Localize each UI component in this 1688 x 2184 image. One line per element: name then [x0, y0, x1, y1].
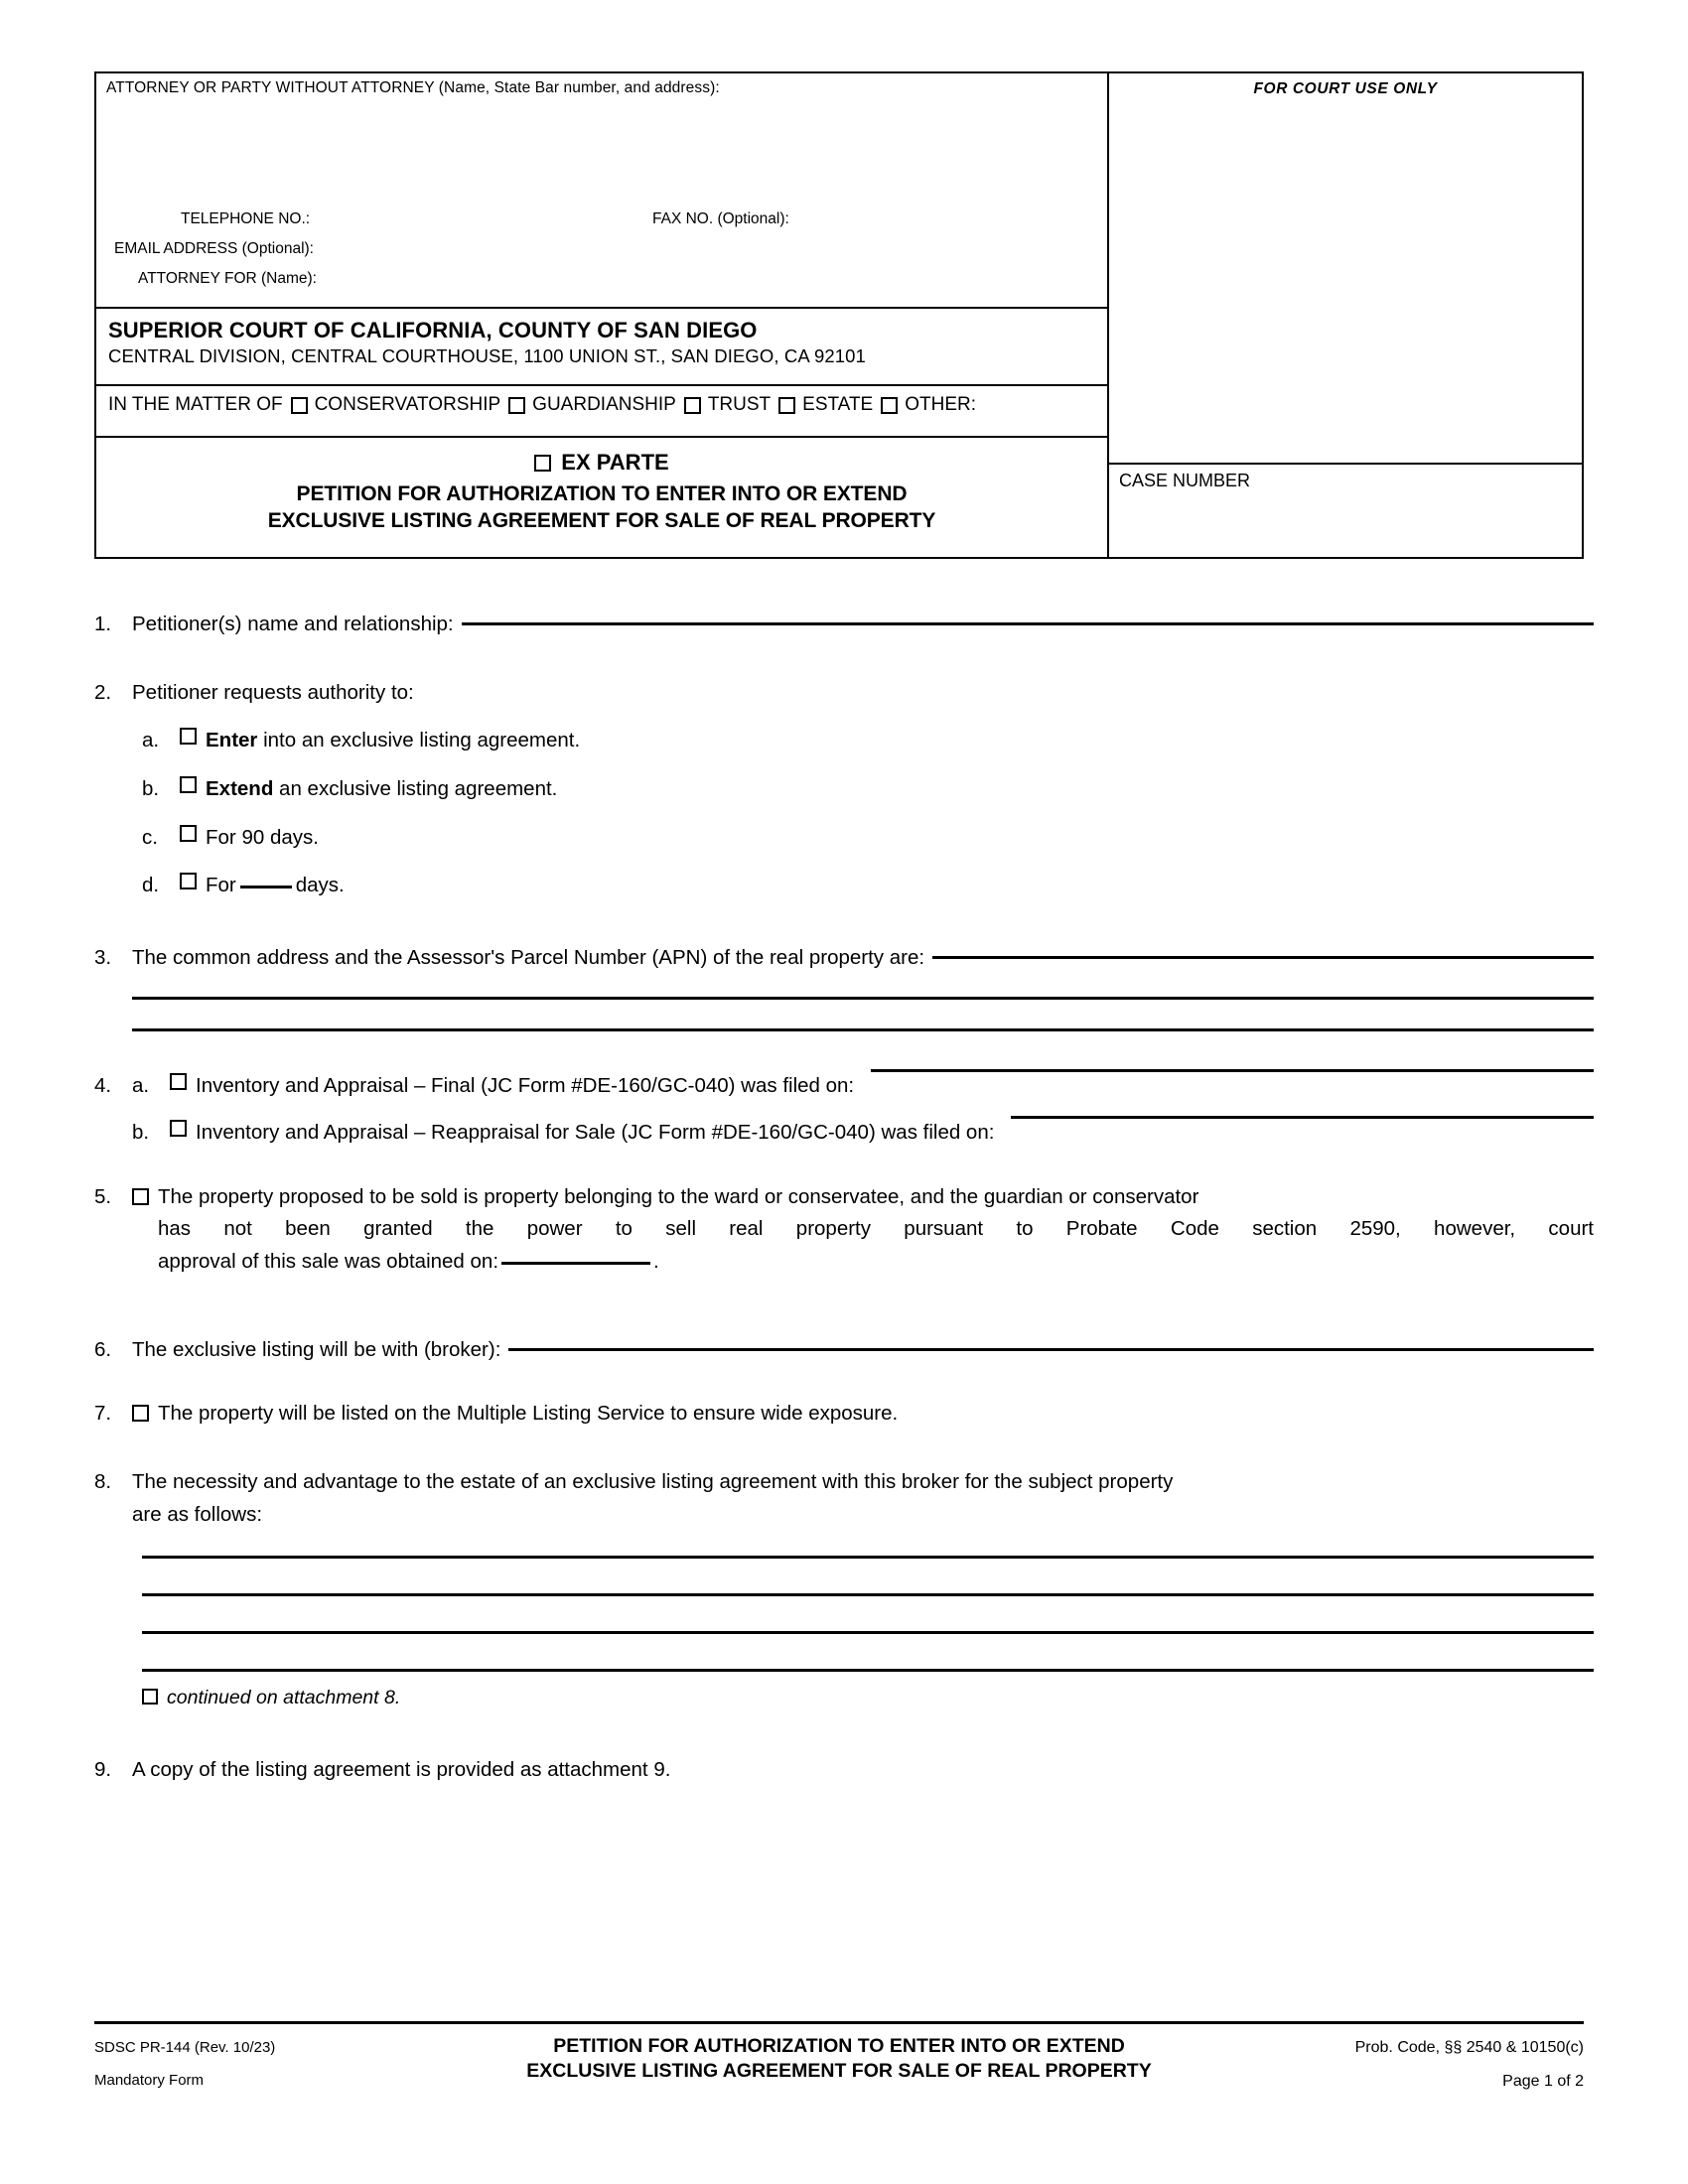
item-8-fill-line-1[interactable]: [142, 1556, 1594, 1559]
item-2b-text: [206, 776, 557, 803]
item-3-label: The common address and the Assessor's Parcel Number (APN) of the real property are:: [132, 945, 925, 969]
item-3-number: 3.: [94, 945, 112, 969]
court-identification-box: [96, 307, 1107, 384]
item-5-number: 5.: [94, 1184, 112, 1208]
item-2b: [94, 776, 1594, 803]
form-title-line-2: EXCLUSIVE LISTING AGREEMENT FOR SALE OF REAL PROPERTY: [267, 508, 936, 532]
in-the-matter-of-box: [96, 384, 1107, 436]
item-9-content: [132, 1757, 1594, 1784]
item-8: [94, 1469, 1594, 1528]
item-5-line-2-text: has not been granted the power to sell real property pursuant to Probate Code section 2590, however, court: [158, 1217, 1594, 1241]
telephone-fax-row: [96, 210, 1107, 236]
checkbox-estate[interactable]: [778, 397, 795, 414]
checkbox-continued-attachment-8[interactable]: [142, 1689, 158, 1705]
item-1-label: Petitioner(s) name and relationship:: [132, 613, 454, 635]
form-body: [94, 612, 1594, 1783]
item-4b-text: Inventory and Appraisal – Reappraisal for Sale (JC Form #DE-160/GC-040) was filed on:: [196, 1121, 995, 1145]
item-4b-content: [132, 1120, 1594, 1147]
item-5-paragraph: [158, 1184, 1594, 1276]
checkbox-mls-listing[interactable]: [132, 1405, 149, 1422]
item-6-content: [132, 1337, 1594, 1364]
form-title-line-1: PETITION FOR AUTHORIZATION TO ENTER INTO OR EXTEND: [296, 482, 908, 505]
item-7-number: 7.: [94, 1402, 112, 1426]
caption-right-column: [1109, 73, 1582, 557]
item-5-line-3-before: approval of this sale was obtained on:: [158, 1250, 499, 1274]
item-9-text: A copy of the listing agreement is provided as attachment 9.: [132, 1757, 671, 1781]
item-2d-before: For: [206, 874, 236, 897]
caption-left-column: [96, 73, 1109, 557]
item-4b-letter: b.: [132, 1121, 150, 1145]
ex-parte-label: EX PARTE: [561, 450, 669, 475]
item-5-line-3: [158, 1249, 1594, 1276]
item-4a-letter: a.: [132, 1074, 150, 1098]
item-7-content: [132, 1401, 1594, 1428]
checkbox-for-n-days[interactable]: [180, 873, 197, 889]
item-6-label: The exclusive listing will be with (broker):: [132, 1337, 501, 1361]
item-4b-line: [170, 1120, 1594, 1147]
for-court-use-only-label: FOR COURT USE ONLY: [1253, 80, 1438, 97]
item-6-broker-input[interactable]: [508, 1348, 1594, 1351]
footer-title-line-2: EXCLUSIVE LISTING AGREEMENT FOR SALE OF REAL PROPERTY: [526, 2059, 1152, 2082]
item-1-fill-line[interactable]: [462, 622, 1594, 625]
checkbox-ex-parte[interactable]: [534, 455, 551, 472]
caption-block: [94, 71, 1584, 559]
item-4b: [94, 1120, 1594, 1147]
footer-mandatory-label: Mandatory Form: [94, 2072, 205, 2089]
checkbox-inventory-final[interactable]: [170, 1073, 187, 1090]
item-2a-rest: into an exclusive listing agreement.: [257, 729, 581, 752]
item-2c: [94, 825, 1594, 852]
item-4a-line: [170, 1073, 1594, 1100]
item-8-number: 8.: [94, 1469, 112, 1493]
item-1-content: [132, 612, 1594, 638]
case-number-label: CASE NUMBER: [1119, 471, 1251, 490]
item-3-content: [132, 945, 1594, 972]
attorney-info-box[interactable]: [96, 73, 1107, 307]
item-2-label: Petitioner requests authority to:: [132, 680, 414, 704]
item-4a-date-input[interactable]: [871, 1069, 1594, 1072]
checkbox-inventory-reappraisal[interactable]: [170, 1120, 187, 1137]
label-guardianship: GUARDIANSHIP: [532, 394, 676, 415]
footer-title-line-1: PETITION FOR AUTHORIZATION TO ENTER INTO OR EXTEND: [553, 2035, 1125, 2057]
item-1-number: 1.: [94, 613, 112, 635]
item-6: [94, 1337, 1594, 1364]
checkbox-other[interactable]: [881, 397, 898, 414]
item-2d-content: [180, 873, 1594, 899]
attorney-label: ATTORNEY OR PARTY WITHOUT ATTORNEY (Name, State Bar number, and address):: [106, 79, 720, 96]
page-footer: [94, 2031, 1584, 2098]
item-2b-content: [180, 776, 1594, 803]
item-5-line-1: The property proposed to be sold is property belonging to the ward or conservatee, and the guardian or conservator: [158, 1184, 1199, 1208]
item-6-number: 6.: [94, 1337, 112, 1361]
item-4-number: 4.: [94, 1074, 112, 1098]
footer-center: [392, 2031, 1286, 2084]
item-1: [94, 612, 1594, 638]
item-7: [94, 1401, 1594, 1428]
item-3-fill-line-1[interactable]: [932, 956, 1594, 959]
checkbox-trust[interactable]: [684, 397, 701, 414]
item-2a-content: [180, 728, 1594, 754]
item-2a: [94, 728, 1594, 754]
item-5-date-input[interactable]: [501, 1262, 650, 1265]
checkbox-guardianship[interactable]: [508, 397, 525, 414]
checkbox-enter[interactable]: [180, 728, 197, 745]
item-8-line-2: are as follows:: [132, 1502, 263, 1526]
label-other: OTHER:: [905, 394, 977, 415]
item-2c-content: [180, 825, 1594, 852]
item-2d-letter: d.: [142, 874, 160, 897]
footer-page-number: Page 1 of 2: [1502, 2072, 1584, 2090]
checkbox-conservatorship[interactable]: [291, 397, 308, 414]
item-2b-bold: Extend: [206, 776, 274, 800]
item-2c-text: For 90 days.: [206, 825, 319, 849]
item-4a-text: Inventory and Appraisal – Final (JC Form #DE-160/GC-040) was filed on:: [196, 1074, 855, 1098]
label-estate: ESTATE: [802, 394, 874, 415]
item-4b-date-input[interactable]: [1011, 1116, 1594, 1119]
telephone-label: TELEPHONE NO.:: [181, 210, 311, 227]
matter-prefix-label: IN THE MATTER OF: [108, 394, 283, 415]
item-2d-days-input[interactable]: [240, 886, 292, 888]
item-2-number: 2.: [94, 680, 112, 704]
item-5-line-2: [158, 1216, 1594, 1243]
item-2a-letter: a.: [142, 729, 160, 752]
ex-parte-row: [106, 450, 1097, 476]
item-4a-content: [132, 1073, 1594, 1100]
item-2d: [94, 873, 1594, 899]
email-label: EMAIL ADDRESS (Optional):: [114, 240, 314, 257]
item-2a-bold: Enter: [206, 729, 258, 752]
footer-form-id: SDSC PR-144 (Rev. 10/23): [94, 2039, 276, 2056]
footer-divider: [94, 2021, 1584, 2024]
item-3-fill-line-3[interactable]: [132, 1028, 1594, 1031]
checkbox-for-90-days[interactable]: [180, 825, 197, 842]
item-3-fill-line-2[interactable]: [132, 997, 1594, 1000]
matter-options-row: [108, 394, 976, 416]
item-5-content: [132, 1184, 1594, 1276]
item-2: [94, 680, 1594, 707]
item-2c-letter: c.: [142, 825, 158, 849]
label-conservatorship: CONSERVATORSHIP: [314, 394, 501, 415]
item-2b-letter: b.: [142, 776, 160, 800]
item-2d-text: [206, 873, 345, 899]
checkbox-extend[interactable]: [180, 776, 197, 793]
item-2d-after: days.: [295, 874, 345, 897]
item-9-number: 9.: [94, 1757, 112, 1781]
attorney-for-label: ATTORNEY FOR (Name):: [138, 270, 317, 287]
item-8-fill-line-2[interactable]: [142, 1593, 1594, 1596]
item-3: [94, 945, 1594, 972]
footer-left: [94, 2031, 392, 2097]
item-8-fill-line-4[interactable]: [142, 1669, 1594, 1672]
checkbox-item-5[interactable]: [132, 1188, 149, 1205]
item-9: [94, 1757, 1594, 1784]
label-trust: TRUST: [707, 394, 772, 415]
court-name: SUPERIOR COURT OF CALIFORNIA, COUNTY OF SAN DIEGO: [108, 318, 758, 342]
item-2a-text: [206, 728, 580, 754]
item-2b-rest: an exclusive listing agreement.: [273, 776, 558, 800]
item-8-content: [132, 1469, 1594, 1528]
item-8-continued-row: [142, 1686, 1594, 1710]
fax-label: FAX NO. (Optional):: [652, 210, 789, 227]
item-8-line-1: The necessity and advantage to the estate of an exclusive listing agreement with this broker for the subject property: [132, 1469, 1174, 1493]
case-number-box[interactable]: [1109, 463, 1582, 557]
item-2-content: [132, 680, 1594, 707]
court-address: CENTRAL DIVISION, CENTRAL COURTHOUSE, 1100 UNION ST., SAN DIEGO, CA 92101: [108, 344, 866, 366]
item-7-text: The property will be listed on the Multiple Listing Service to ensure wide exposure.: [158, 1402, 899, 1426]
item-5: [94, 1184, 1594, 1276]
footer-code-reference: Prob. Code, §§ 2540 & 10150(c): [1354, 2039, 1584, 2056]
item-5-line-3-after: .: [653, 1250, 659, 1274]
form-title-box: [96, 436, 1107, 557]
item-8-continued-label: continued on attachment 8.: [167, 1687, 401, 1709]
item-8-fill-line-3[interactable]: [142, 1631, 1594, 1634]
footer-right: [1286, 2031, 1584, 2098]
for-court-use-only-box: [1109, 73, 1582, 463]
item-4a: [94, 1073, 1594, 1100]
